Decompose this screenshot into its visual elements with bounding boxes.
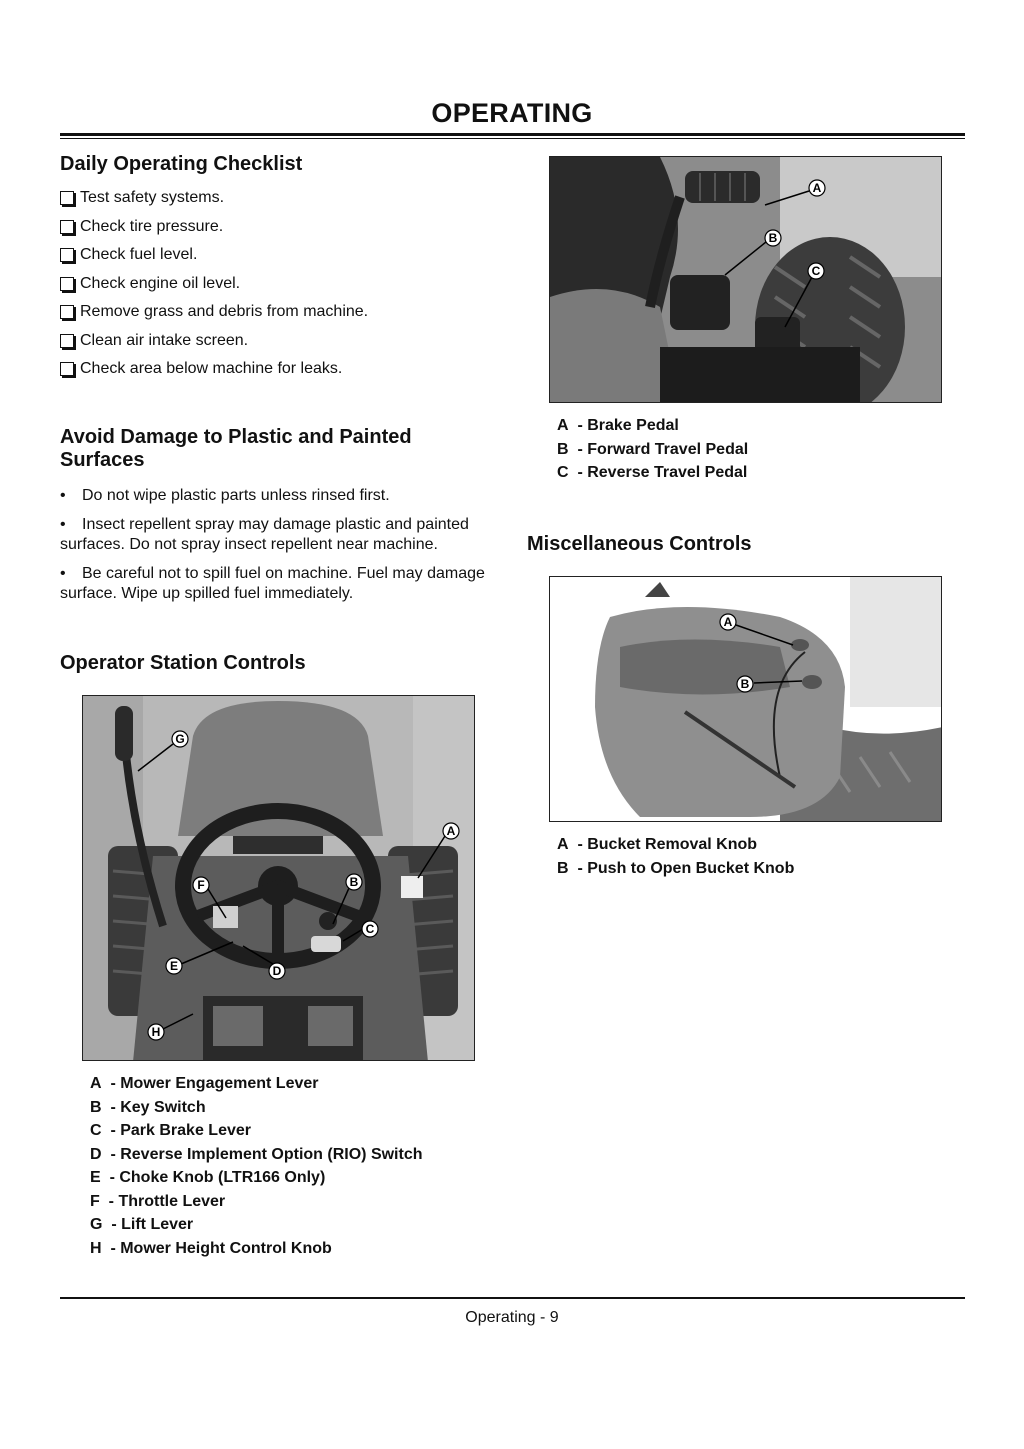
callout-d xyxy=(269,963,285,979)
checkbox-icon xyxy=(60,220,74,234)
legend-row xyxy=(557,833,794,857)
pedals-photo xyxy=(549,156,942,403)
svg-text:C: C xyxy=(811,264,821,278)
legend-row xyxy=(90,1190,423,1214)
damage-heading xyxy=(60,426,412,472)
operator-heading: Operator Station Controls xyxy=(60,652,306,674)
checklist-item-text: Test safety systems. xyxy=(80,189,225,207)
legend-row xyxy=(90,1213,423,1237)
callout-b xyxy=(765,230,781,246)
bullet-item xyxy=(60,564,500,604)
legend-key: B xyxy=(90,1098,102,1116)
checkbox-icon xyxy=(60,334,74,348)
checklist-item xyxy=(60,270,368,299)
legend-text: - Brake Pedal xyxy=(577,417,679,434)
callout-f xyxy=(193,877,209,893)
checklist-item xyxy=(60,213,368,242)
checkbox-icon xyxy=(60,277,74,291)
operator-station-photo xyxy=(82,695,475,1061)
damage-bullets xyxy=(60,486,500,613)
svg-text:H: H xyxy=(151,1025,161,1039)
page-footer: Operating - 9 xyxy=(465,1309,559,1326)
checklist-item-text: Check engine oil level. xyxy=(80,274,241,292)
legend-row xyxy=(90,1096,423,1120)
bullet-icon: • xyxy=(60,565,66,582)
header-rule xyxy=(60,133,965,136)
bullet-icon: • xyxy=(60,516,66,533)
checkbox-icon xyxy=(60,248,74,262)
bullet-text: Be careful not to spill fuel on machine. Fuel may damage surface. Wipe up spilled fuel immediately. xyxy=(60,565,485,602)
checklist-item xyxy=(60,355,368,384)
svg-text:F: F xyxy=(197,878,205,892)
callout-a xyxy=(720,614,736,630)
legend-text: - Reverse Travel Pedal xyxy=(577,464,748,481)
checklist-item-text: Check fuel level. xyxy=(80,246,198,264)
bullet-text: Insect repellent spray may damage plastic and painted surfaces. Do not spray insect repellent near machine. xyxy=(60,516,469,553)
legend-row xyxy=(557,414,748,438)
misc-legend xyxy=(557,833,794,880)
legend-key: G xyxy=(90,1216,103,1233)
header-rule-thin xyxy=(60,138,965,139)
checkbox-icon xyxy=(60,305,74,319)
svg-text:E: E xyxy=(169,959,179,973)
checklist-heading: Daily Operating Checklist xyxy=(60,153,303,175)
legend-key: A xyxy=(557,836,569,853)
checklist-item xyxy=(60,298,368,327)
callout-c xyxy=(362,921,378,937)
legend-row xyxy=(557,857,794,881)
checklist xyxy=(60,184,368,384)
page-title: OPERATING xyxy=(431,98,593,128)
bullet-icon: • xyxy=(60,487,66,504)
svg-text:A: A xyxy=(446,824,456,838)
legend-row xyxy=(90,1143,423,1167)
checklist-item xyxy=(60,184,368,213)
svg-text:C: C xyxy=(365,922,375,936)
misc-heading: Miscellaneous Controls xyxy=(527,533,752,555)
legend-text: - Bucket Removal Knob xyxy=(577,836,758,853)
legend-key: A xyxy=(557,417,569,434)
legend-text: - Throttle Lever xyxy=(108,1192,226,1210)
checklist-item-text: Check area below machine for leaks. xyxy=(80,360,343,378)
legend-key: H xyxy=(90,1239,102,1257)
legend-row xyxy=(90,1237,423,1261)
legend-text: - Reverse Implement Option (RIO) Switch xyxy=(110,1145,423,1163)
legend-text: - Mower Height Control Knob xyxy=(110,1239,332,1257)
bullet-text: Do not wipe plastic parts unless rinsed first. xyxy=(82,487,390,504)
checklist-item xyxy=(60,241,368,270)
svg-text:D: D xyxy=(272,964,282,978)
checklist-item-text: Check tire pressure. xyxy=(80,217,224,235)
damage-heading-line1: Avoid Damage to Plastic and Painted xyxy=(60,426,412,448)
legend-key: C xyxy=(557,464,569,481)
legend-key: D xyxy=(90,1145,102,1163)
svg-text:G: G xyxy=(175,732,185,746)
svg-text:A: A xyxy=(812,181,822,195)
callout-h xyxy=(148,1024,164,1040)
legend-text: - Push to Open Bucket Knob xyxy=(577,859,795,877)
pedals-legend xyxy=(557,414,748,485)
svg-text:B: B xyxy=(740,677,750,691)
legend-text: - Key Switch xyxy=(110,1098,206,1116)
footer-rule xyxy=(60,1297,965,1299)
pedals-illustration xyxy=(550,157,942,403)
checkbox-icon xyxy=(60,191,74,205)
operator-legend xyxy=(90,1072,423,1260)
callout-a xyxy=(443,823,459,839)
legend-row xyxy=(90,1166,423,1190)
legend-key: F xyxy=(90,1192,100,1210)
legend-row xyxy=(90,1119,423,1143)
checkbox-icon xyxy=(60,362,74,376)
bullet-item xyxy=(60,515,500,555)
callout-c xyxy=(808,263,824,279)
misc-photo xyxy=(549,576,942,822)
callout-g xyxy=(172,731,188,747)
legend-key: A xyxy=(90,1075,102,1092)
callout-b xyxy=(346,874,362,890)
checklist-item xyxy=(60,327,368,356)
legend-text: - Lift Lever xyxy=(111,1216,194,1233)
svg-text:B: B xyxy=(768,231,778,245)
legend-key: E xyxy=(90,1169,101,1186)
legend-text: - Forward Travel Pedal xyxy=(577,440,749,458)
svg-text:B: B xyxy=(349,875,359,889)
legend-text: - Choke Knob (LTR166 Only) xyxy=(109,1169,326,1186)
legend-text: - Park Brake Lever xyxy=(110,1122,251,1139)
callout-b xyxy=(737,676,753,692)
legend-key: B xyxy=(557,859,569,877)
svg-text:A: A xyxy=(723,615,733,629)
checklist-item-text: Clean air intake screen. xyxy=(80,331,249,349)
legend-row xyxy=(557,461,748,485)
legend-key: C xyxy=(90,1122,102,1139)
operator-station-illustration xyxy=(83,696,475,1061)
bucket-illustration xyxy=(550,577,942,822)
legend-row xyxy=(90,1072,423,1096)
callout-e xyxy=(166,958,182,974)
legend-key: B xyxy=(557,440,569,458)
legend-text: - Mower Engagement Lever xyxy=(110,1075,319,1092)
damage-heading-line2: Surfaces xyxy=(60,449,145,471)
callout-a xyxy=(809,180,825,196)
checklist-item-text: Remove grass and debris from machine. xyxy=(80,303,369,321)
bullet-item xyxy=(60,486,500,506)
legend-row xyxy=(557,438,748,462)
